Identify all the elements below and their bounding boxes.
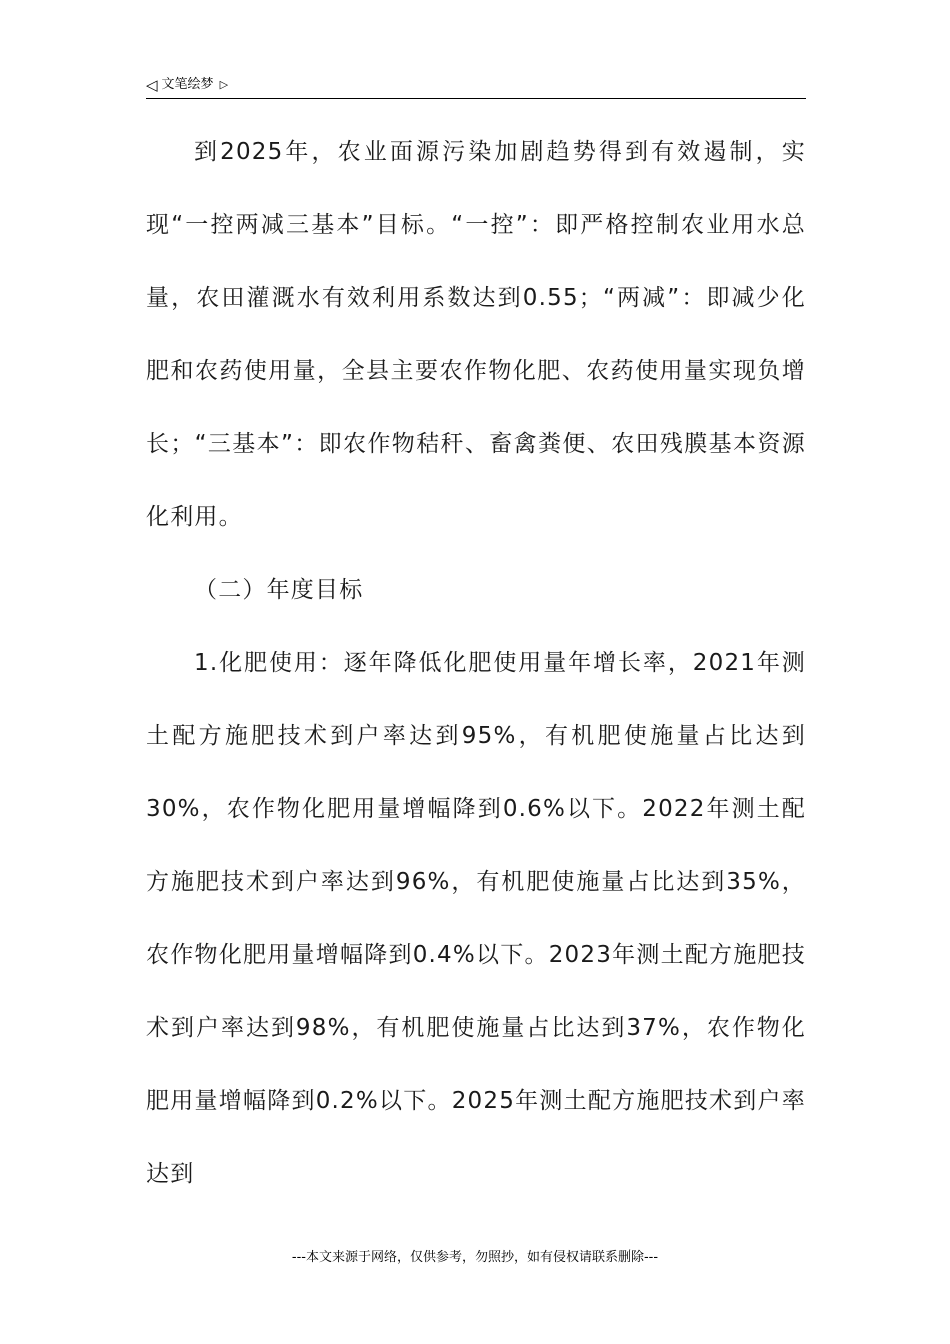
footer-disclaimer: ---本文来源于网络，仅供参考，勿照抄，如有侵权请联系删除--- — [291, 1250, 659, 1265]
triangle-left-icon: ◁ — [146, 76, 158, 94]
triangle-right-icon: ▷ — [219, 78, 229, 91]
page-header — [146, 72, 806, 99]
paragraph-overall-goal: 到2025年，农业面源污染加剧趋势得到有效遏制，实现“一控两减三基本”目标。“一控”：即严格控制农业用水总量，农田灌溉水有效利用系数达到0.55；“两减”：即减少化肥和农药使用量，全县主要农作物化肥、农药使用量实现负增长；“三基本”：即农作物秸秆、畜禽粪便、农田残膜基本资源化利用。 — [146, 139, 806, 530]
paragraph-fertilizer-use: 1.化肥使用：逐年降低化肥使用量年增长率，2021年测土配方施肥技术到户率达到95%，有机肥使施量占比达到30%，农作物化肥用量增幅降到0.6%以下。2022年测土配方施肥技术到户率达到96%，有机肥使施量占比达到35%，农作物化肥用量增幅降到0.4%以下。2023年测土配方施肥技术到户率达到98%，有机肥使施量占比达到37%，农作物化肥用量增幅降到0.2%以下。2025年测土配方施肥技术到户率达到 — [146, 650, 806, 1187]
document-body — [146, 116, 806, 1211]
header-title: 文笔绘梦 — [161, 77, 214, 92]
section-heading-annual-goals: （二）年度目标 — [194, 577, 364, 603]
